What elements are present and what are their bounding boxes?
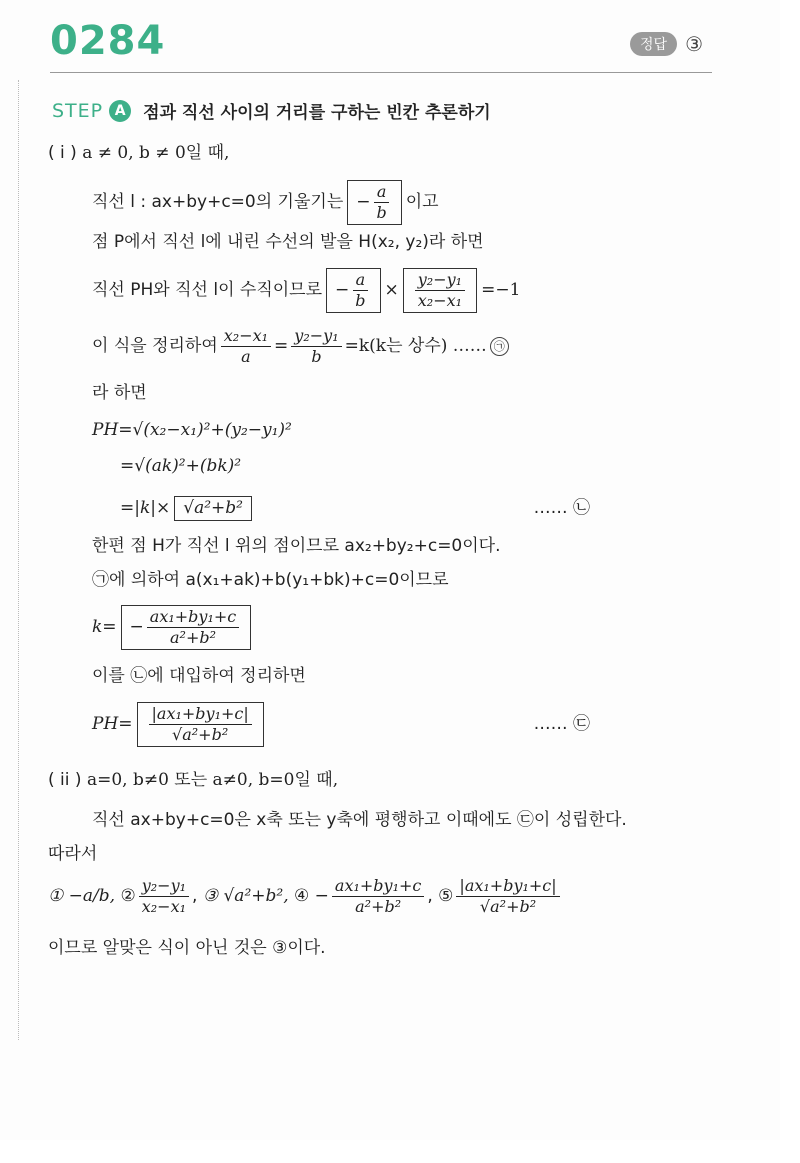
- choice-5-label: ⑤: [438, 886, 454, 906]
- ratio-f2-den: b: [311, 347, 322, 366]
- case2-condition: a=0, b≠0 또는 a≠0, b=0일 때,: [86, 770, 339, 790]
- times-sign: ×: [384, 280, 399, 300]
- answer-area: [630, 32, 703, 56]
- perp-line: [92, 268, 520, 313]
- mark-a: ㉠: [490, 337, 509, 356]
- choice2-den: x₂−x₁: [141, 897, 186, 916]
- case1-condition: a ≠ 0, b ≠ 0일 때,: [82, 143, 230, 163]
- header-rule: [50, 72, 712, 73]
- slope-line: [92, 180, 439, 225]
- on-line: 한편 점 H가 직선 l 위의 점이므로 ax₂+by₂+c=0이다.: [92, 536, 501, 556]
- k-pre: k=: [92, 617, 117, 637]
- ratio-line: 이 식을 정리하여 $\frac{\text{x₂−x₁}}{a}$ = $\frac{\text{y₂−y₁}}{b}$ =k(k는 상수) …… ㉠: [92, 328, 512, 365]
- case2-marker: ( ii ): [48, 770, 82, 790]
- problem-number: 0284: [50, 18, 166, 64]
- ph-final-pre: PH=: [92, 714, 133, 734]
- blank3-den: x₂−x₁: [417, 291, 463, 310]
- choice-2-label: ②: [120, 886, 136, 906]
- margin-line: [18, 80, 19, 1040]
- choice4-num: ax₁+by₁+c: [332, 878, 424, 897]
- say-line: 라 하면: [92, 383, 147, 403]
- blank-box-2: − $\frac{a}{b}$: [326, 268, 381, 313]
- blank6-num: |ax₁+by₁+c|: [149, 706, 252, 725]
- choice2-num: y₂−y₁: [139, 878, 189, 897]
- parallel-line: 직선 ax+by+c=0은 x축 또는 y축에 평행하고 이때에도 ㉢이 성립한다.: [92, 810, 627, 830]
- subst-line: ㉠에 의하여 a(x₁+ak)+b(y₁+bk)+c=0이므로: [92, 570, 449, 590]
- case2-line: [48, 772, 338, 789]
- ph-line-3: [120, 496, 590, 521]
- choice-1: ① −a/b,: [48, 886, 116, 906]
- ph-final-line: [92, 702, 590, 747]
- blank-box-4: √a²+b²: [174, 496, 252, 521]
- ratio-f1-den: a: [241, 347, 251, 366]
- choice5-num: |ax₁+by₁+c|: [456, 878, 559, 897]
- mark-b: …… ㉡: [533, 498, 590, 518]
- step-badge: A: [109, 100, 131, 122]
- ratio-post: =k(k는 상수) ……: [344, 336, 487, 356]
- blank1-den: b: [376, 203, 387, 222]
- blank1-num: a: [374, 184, 390, 203]
- perp-text: 직선 PH와 직선 l이 수직이므로: [92, 280, 323, 300]
- blank-box-3: [403, 268, 477, 313]
- ph3-pre: =|k|×: [120, 498, 171, 518]
- choice-4-label: ④ −: [294, 886, 329, 906]
- slope-text: 직선 l : ax+by+c=0의 기울기는: [92, 192, 344, 212]
- ph-line-2: =√(ak)²+(bk)²: [120, 456, 242, 476]
- perp-post: =−1: [481, 280, 521, 300]
- conclusion: 이므로 알맞은 식이 아닌 것은 ③이다.: [48, 938, 326, 958]
- foot-line: 점 P에서 직선 l에 내린 수선의 발을 H(x₂, y₂)라 하면: [92, 232, 484, 252]
- blank5-num: ax₁+by₁+c: [147, 609, 239, 628]
- slope-post: 이고: [405, 192, 439, 212]
- choice5-den: √a²+b²: [479, 897, 537, 916]
- answer-value: ③: [685, 32, 703, 56]
- step-word: STEP: [52, 99, 104, 122]
- case1-line: [48, 145, 229, 162]
- ratio-text: 이 식을 정리하여: [92, 336, 218, 356]
- blank-box-5: − $\frac{\text{ax₁+by₁+c}}{\text{a²+b²}}$: [121, 605, 252, 650]
- blank3-num: y₂−y₁: [415, 272, 465, 291]
- blank2-num: a: [353, 272, 369, 291]
- k-line: [92, 605, 255, 650]
- therefore-line: 따라서: [48, 844, 98, 864]
- blank5-den: a²+b²: [170, 628, 217, 647]
- choice-3: ③ √a²+b²,: [202, 886, 289, 906]
- choice4-den: a²+b²: [355, 897, 402, 916]
- blank6-den: √a²+b²: [172, 725, 229, 744]
- ratio-f2-num: y₂−y₁: [291, 328, 341, 347]
- step-heading: [52, 98, 491, 123]
- blank2-den: b: [355, 291, 366, 310]
- mark-c: …… ㉢: [533, 714, 590, 734]
- blank-box-1: − $\frac{a}{b}$: [347, 180, 402, 225]
- blank-box-6: [137, 702, 264, 747]
- case1-marker: ( i ): [48, 143, 77, 163]
- plug-line: 이를 ㉡에 대입하여 정리하면: [92, 666, 306, 686]
- choices-line: ① −a/b, ② $\frac{\text{y₂−y₁}}{\text{x₂−x₁}}$ , ③ √a²+b², ④ − $\frac{\text{ax₁+by₁+c}}{\text{a²+b²}}$ , ⑤ $\frac{\text{|ax₁+by₁+c|}}{\text{√a²+b²}}$: [48, 878, 563, 915]
- ph-line-1: PH=√(x₂−x₁)²+(y₂−y₁)²: [92, 420, 292, 440]
- step-title: 점과 직선 사이의 거리를 구하는 빈칸 추론하기: [143, 103, 491, 123]
- ratio-f1-num: x₂−x₁: [221, 328, 271, 347]
- answer-label: 정답: [630, 32, 677, 56]
